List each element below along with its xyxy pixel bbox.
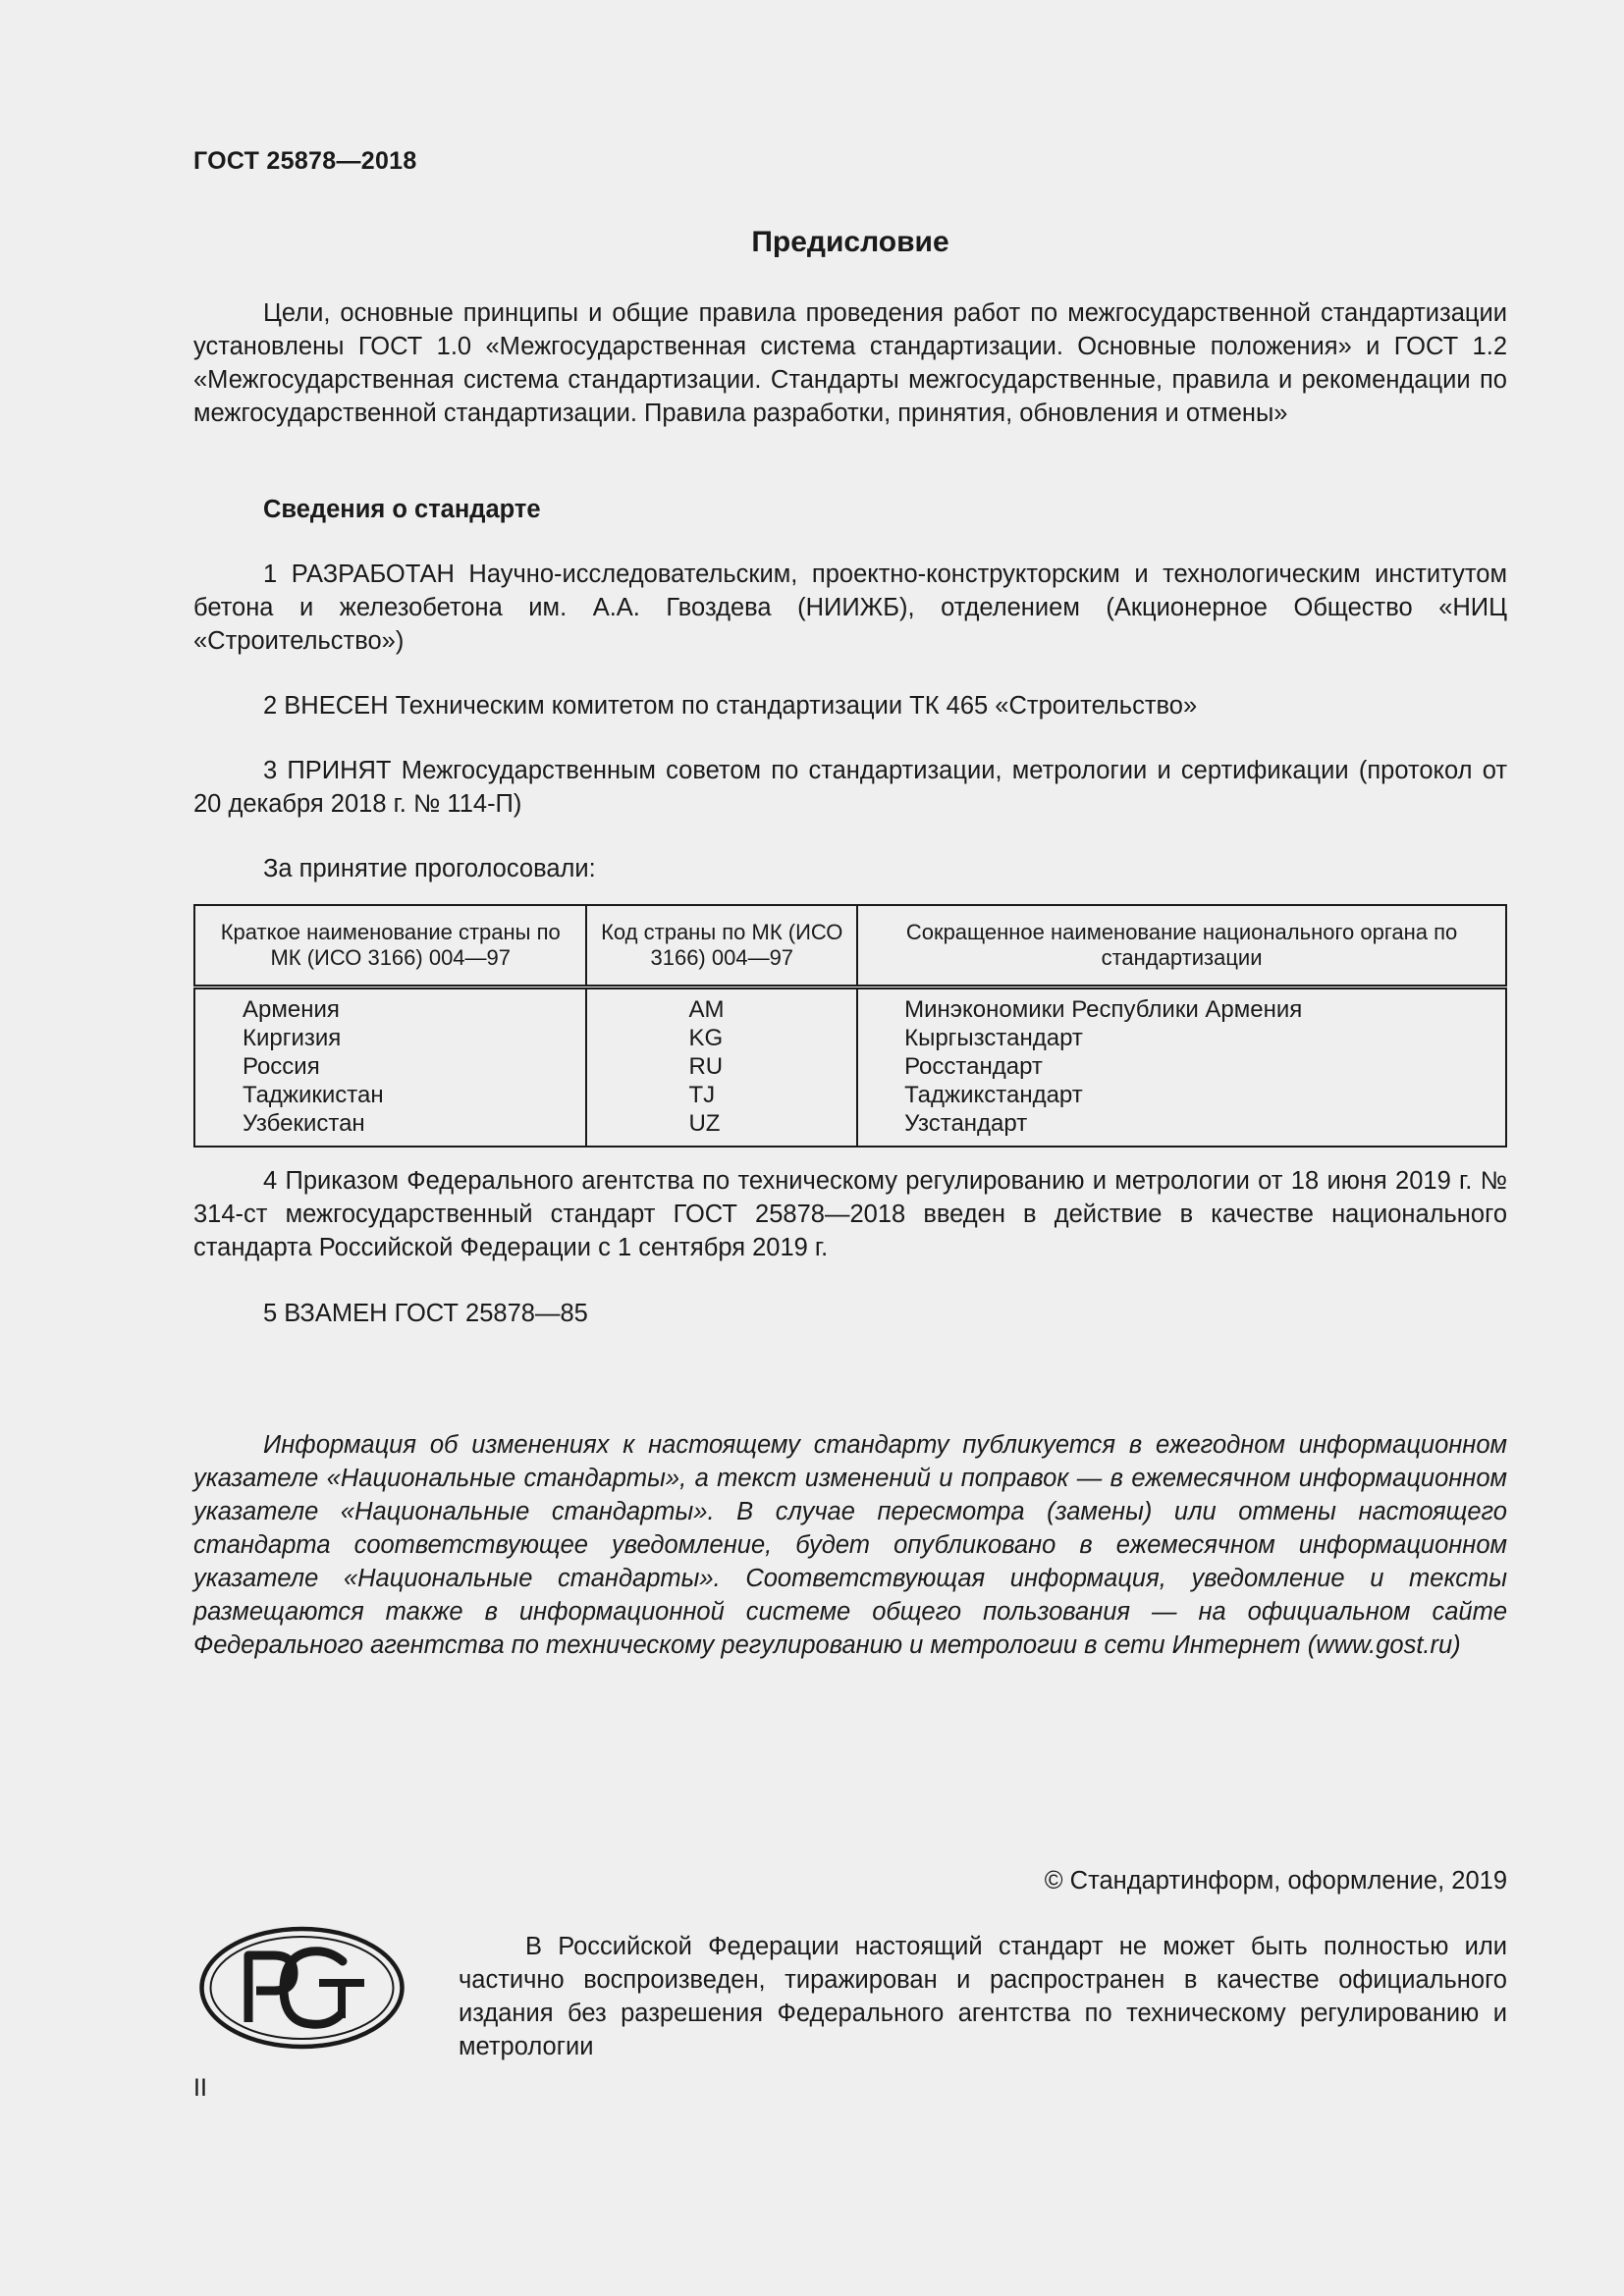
authority-name: Росстандарт bbox=[904, 1053, 1043, 1080]
rights-notice: В Российской Федерации настоящий стандарт не может быть полностью или частично воспроизведен, тиражирован и распространен в качестве официального издания без разрешения Федерального агентства по техническому регулированию и метрологии bbox=[459, 1933, 1507, 2060]
authority-name: Кыргызстандарт bbox=[904, 1025, 1083, 1051]
copyright-line: © Стандартинформ, оформление, 2019 bbox=[1044, 1867, 1507, 1895]
country-name: Киргизия bbox=[243, 1025, 342, 1051]
country-code: TJ bbox=[688, 1082, 716, 1108]
column-header-country: Краткое наименование страны по МК (ИСО 3166) 004—97 bbox=[194, 905, 586, 988]
column-header-authority: Сокращенное наименование национального органа по стандартизации bbox=[857, 905, 1506, 988]
authority-name: Таджикстандарт bbox=[904, 1082, 1083, 1108]
country-code: UZ bbox=[688, 1110, 721, 1137]
country-name: Узбекистан bbox=[243, 1110, 365, 1137]
country-name: Таджикистан bbox=[243, 1082, 384, 1108]
info-heading: Сведения о стандарте bbox=[263, 496, 541, 523]
authority-name: Минэкономики Республики Армения bbox=[904, 996, 1303, 1023]
table-body-row bbox=[194, 988, 1506, 1148]
rst-certification-mark-icon bbox=[197, 1924, 406, 2052]
country-column bbox=[194, 988, 586, 1148]
intro-paragraph: Цели, основные принципы и общие правила проведения работ по межгосударственной стандартизации установлены ГОСТ 1.0 «Межгосударственная система стандартизации. Основные положения» и ГОСТ 1.2 «Межгосударственная система стандартизации. Стандарты межгосударственные, правила и рекомендации по межгосударственной стандартизации. Правила разработки, принятия, обновления и отмены» bbox=[193, 299, 1507, 427]
page-number: II bbox=[193, 2074, 207, 2102]
item-introduced: 2 ВНЕСЕН Техническим комитетом по стандартизации ТК 465 «Строительство» bbox=[263, 692, 1198, 720]
country-code: AM bbox=[688, 996, 725, 1023]
item-voted: За принятие проголосовали: bbox=[263, 855, 596, 882]
authority-column bbox=[857, 988, 1506, 1148]
voting-table bbox=[193, 904, 1507, 1148]
item-adopted: 3 ПРИНЯТ Межгосударственным советом по стандартизации, метрологии и сертификации (протокол от 20 декабря 2018 г. № 114-П) bbox=[193, 757, 1507, 818]
country-code: KG bbox=[688, 1025, 724, 1051]
country-name: Армения bbox=[243, 996, 340, 1023]
page-title: Предисловие bbox=[751, 226, 949, 258]
item-developed: 1 РАЗРАБОТАН Научно-исследовательским, проектно-конструкторским и технологическим институтом бетона и железобетона им. А.А. Гвоздева (НИИЖБ), отделением (Акционерное Общество «НИЦ «Строительство») bbox=[193, 561, 1507, 655]
table-header-row bbox=[194, 905, 1506, 988]
country-code: RU bbox=[688, 1053, 724, 1080]
item-order: 4 Приказом Федерального агентства по техническому регулированию и метрологии от 18 июня 2019 г. № 314-ст межгосударственный стандарт ГОСТ 25878—2018 введен в действие в качестве национального стандарта Российской Федерации с 1 сентября 2019 г. bbox=[193, 1167, 1507, 1261]
item-replaces: 5 ВЗАМЕН ГОСТ 25878—85 bbox=[263, 1300, 588, 1327]
changes-notice: Информация об изменениях к настоящему стандарту публикуется в ежегодном информационном указателе «Национальные стандарты», а текст изменений и поправок — в ежемесячном информационном указателе «Национальные стандарты». В случае пересмотра (замены) или отмены настоящего стандарта соответствующее уведомление, будет опубликовано в ежемесячном информационном указателе «Национальные стандарты». Соответствующая информация, уведомление и тексты размещаются также в информационной системе общего пользования — на официальном сайте Федерального агентства по техническому регулированию и метрологии в сети Интернет (www.gost.ru) bbox=[193, 1431, 1507, 1659]
column-header-code: Код страны по МК (ИСО 3166) 004—97 bbox=[586, 905, 857, 988]
code-column bbox=[586, 988, 857, 1148]
authority-name: Узстандарт bbox=[904, 1110, 1028, 1137]
country-name: Россия bbox=[243, 1053, 320, 1080]
document-code: ГОСТ 25878—2018 bbox=[193, 147, 417, 175]
